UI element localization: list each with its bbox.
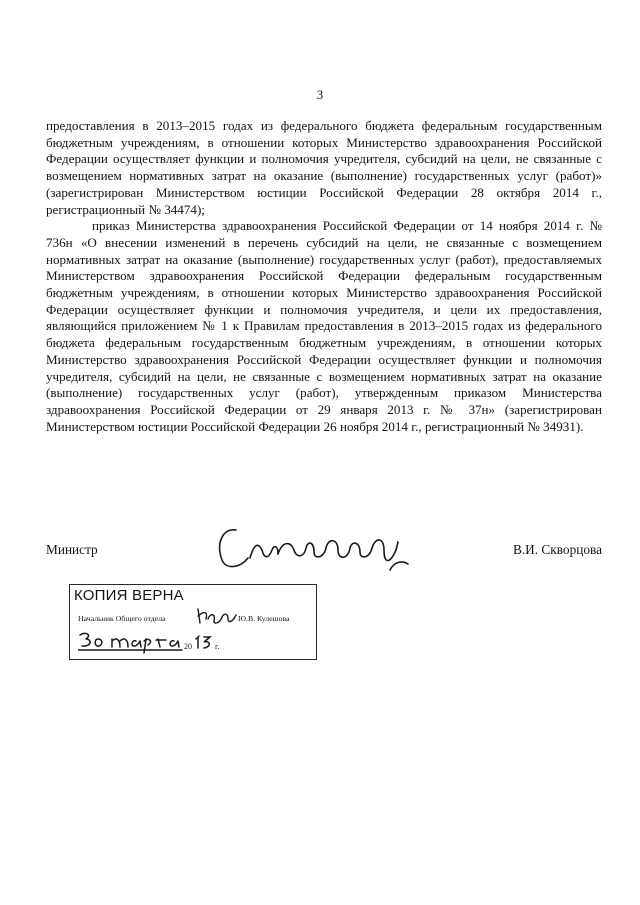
svg-text:г.: г.: [215, 642, 220, 651]
stamp-position: Начальник Общего отдела: [78, 614, 166, 623]
stamp-name: Ю.В. Кулешова: [238, 614, 290, 623]
certified-copy-stamp: [69, 584, 317, 660]
document-body: [46, 118, 602, 435]
page-number: 3: [316, 87, 324, 102]
stamp-handwritten-initials: [194, 605, 240, 627]
handwritten-signature: [214, 520, 414, 576]
paragraph-order-736n: приказ Министерства здравоохранения Российской Федерации от 14 ноября 2014 г. № 736н «О внесении изменений в перечень субсидий на цели, не связанные с возмещением нормативных затрат на оказание (выполнение) государственных услуг (работ), предоставляемых Министерством здравоохранения Российской Федерации федеральным государственным бюджетным учреждениям, в отношении которых Министерство здравоохранения Российской Федерации осуществляет функции и полномочия учредителя, и цели их предоставления, являющийся приложением № 1 к Правилам предоставления в 2013–2015 годах из федерального бюджета федеральным государственным бюджетным учреждениям, в отношении которых Министерство здравоохранения Российской Федерации осуществляет функции и полномочия учредителя, субсидий на цели, не связанные с возмещением нормативных затрат на оказание (выполнение) государственных услуг (работ), утвержденным приказом Министерства здравоохранения Российской Федерации от 29 января 2013 г. № 37н» (зарегистрирован Министерством юстиции Российской Федерации 26 ноября 2014 г., регистрационный № 34931).: [46, 218, 602, 434]
minister-label: Министр: [46, 542, 98, 557]
paragraph-continuation: предоставления в 2013–2015 годах из федерального бюджета федеральным государственным бюджетным учреждениям, в отношении которых Министерство здравоохранения Российской Федерации осуществляет функции и полномочия учредителя, субсидий на цели, не связанные с возмещением нормативных затрат на оказание (выполнение) государственных услуг (работ)» (зарегистрирован Министерством юстиции Российской Федерации 28 октября 2014 г., регистрационный № 34474);: [46, 118, 602, 217]
svg-text:20: 20: [184, 642, 192, 651]
stamp-title: КОПИЯ ВЕРНА: [74, 587, 184, 604]
stamp-handwritten-date: [78, 629, 238, 655]
signer-name: В.И. Скворцова: [512, 542, 602, 557]
